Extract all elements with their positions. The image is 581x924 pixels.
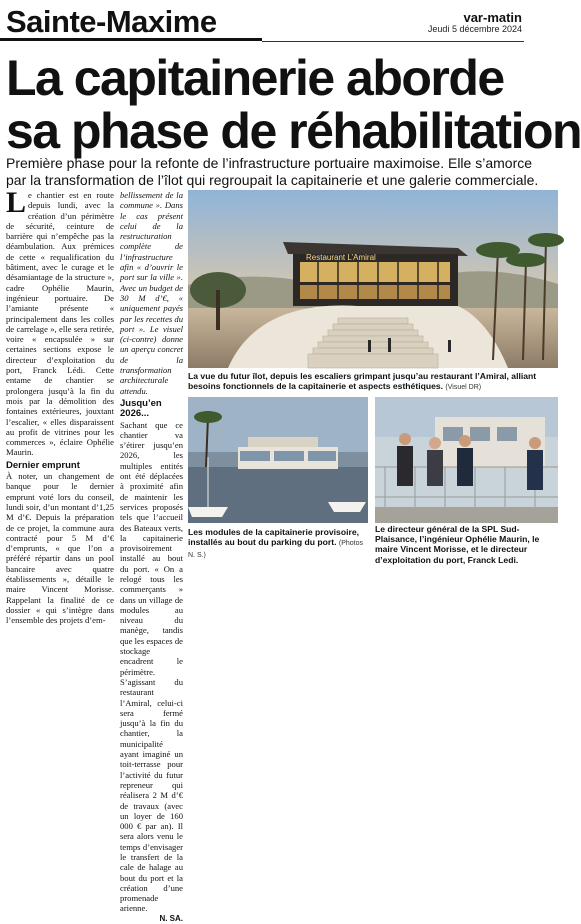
small-photos-credit: (Photos N. S.) bbox=[188, 540, 364, 560]
architectural-rendering-photo bbox=[188, 190, 558, 368]
header-rule bbox=[262, 41, 524, 42]
officials-group-photo bbox=[375, 397, 558, 523]
section-name: Sainte-Maxime bbox=[6, 4, 217, 39]
column-2-paragraph-1: bellissement de la commune ». Dans le cas présent celui de la restructuration complète de l’infrastructure afin « d’ouvrir le port sur la ville ». Avec un budget de 30 M d’€, « uniquement payés par les recettes du port ». Le visuel (ci-contre) donne un aperçu concret de la transformation architecturale attendu. bbox=[120, 190, 183, 396]
article-column-1 bbox=[6, 186, 114, 626]
article-lede: Première phase pour la refonte de l’infrastructure portuaire maximoise. Elle s’amorce par la transformation de l’îlot qui regroupait la capitainerie et une galerie commerciale. bbox=[6, 155, 539, 188]
small2-caption-text: Le directeur général de la SPL Sud-Plaisance, l’ingénieur Ophélie Maurin, le maire Vincent Morisse, et le directeur d’exploitation du port, Franck Ledi. bbox=[375, 524, 540, 565]
dropcap: L bbox=[6, 186, 27, 219]
officials-caption bbox=[375, 524, 558, 565]
section-tab bbox=[0, 4, 262, 41]
issue-date: Jeudi 5 décembre 2024 bbox=[427, 24, 522, 34]
main-photo-credit: (Visuel DR) bbox=[445, 384, 482, 392]
headline-line-2: sa phase de réhabilitation bbox=[6, 103, 581, 159]
officials-illustration bbox=[375, 397, 558, 523]
newspaper-name: var-matin bbox=[463, 10, 522, 25]
port-modules-caption bbox=[188, 527, 368, 562]
restaurant-sign: Restaurant L’Amiral bbox=[306, 253, 376, 262]
author-signature: N. SA. bbox=[159, 913, 183, 923]
section-header bbox=[0, 0, 558, 43]
subhead-jusquen-2026: Jusqu’en 2026... bbox=[120, 397, 162, 420]
main-photo-caption bbox=[188, 371, 554, 393]
port-modules-photo bbox=[188, 397, 368, 523]
rendering-illustration bbox=[188, 190, 558, 368]
column-1-paragraph-1: e chantier est en route depuis lundi, avec la création d’un périmètre de sécurité, ceinture de barrière qui n’empêche pas la déambulation. Aux prémices de cette « requalification du bâtiment, avec le curage et le désamiantage de la structure », cadre Ophélie Maurin, ingénieur portuaire. De l’amiante présente « principalement dans les colles de carrelage », elle sera retirée, voire « encapsulée » sur certaines sections expose le directeur d’exploitation du port, Franck Lédi. Cette entame de chantier se prolongera jusqu’à la fin du mois par la démolition des fontaines extérieures, jouxtant l’escalier, « elles disparaissent au profit de vitrines pour les commerces », éclaire Ophélie Maurin. bbox=[6, 190, 114, 458]
column-2-paragraph-2: Sachant que ce chantier va s’étirer jusqu’en 2026, les multiples entités ont été déplacées à proximité afin de maintenir les services proposés tels que l’accueil des Bateaux verts, la capitainerie provisoirement installé au bout du port. « On a relogé tous les commerçants » dans un village de modules au niveau du manège, tandis que les espaces de stockage encadrent le périmètre. S’agissant du restaurant l’Amiral, celui-ci sera fermé jusqu’à la fin du chantier, la municipalité ayant imaginé un toit-terrasse pour l’activité du futur repreneur qui réalisera 2 M d’€ de travaux (avec un loyer de 160 000 € par an). Il sera alors venu le temps d’envisager le transfert de la cale de halage au bout du port et la création d’une promenade arienne. bbox=[120, 419, 183, 914]
article-headline bbox=[6, 50, 581, 159]
main-caption-text: La vue du futur îlot, depuis les escaliers grimpant jusqu’au restaurant l’Amiral, alliant besoins fonctionnels de la capitainerie et aspects esthétiques. bbox=[188, 371, 537, 392]
headline-line-1: La capitainerie aborde bbox=[6, 50, 504, 106]
port-modules-illustration bbox=[188, 397, 368, 523]
article-column-2 bbox=[120, 190, 183, 924]
column-1-paragraph-2: À noter, un changement de banque pour le dernier emprunt voté lors du conseil, lundi soir, d’un montant d’1,25 M d’€. Depuis la préparation de ce projet, la commune aura contracté pour 5 M d’€ d’emprunts, « que l’on a préféré répartir dans un pool bancaire avec quatre établissements », détaille le maire Vincent Morisse. Rappelant la finalité de ce dossier « qui s’intègre dans l’ensemble des projets d’em- bbox=[6, 471, 114, 626]
small1-caption-text: Les modules de la capitainerie provisoire, installés au bout du parking du port. bbox=[188, 527, 359, 548]
subhead-dernier-emprunt: Dernier emprunt bbox=[6, 459, 80, 471]
